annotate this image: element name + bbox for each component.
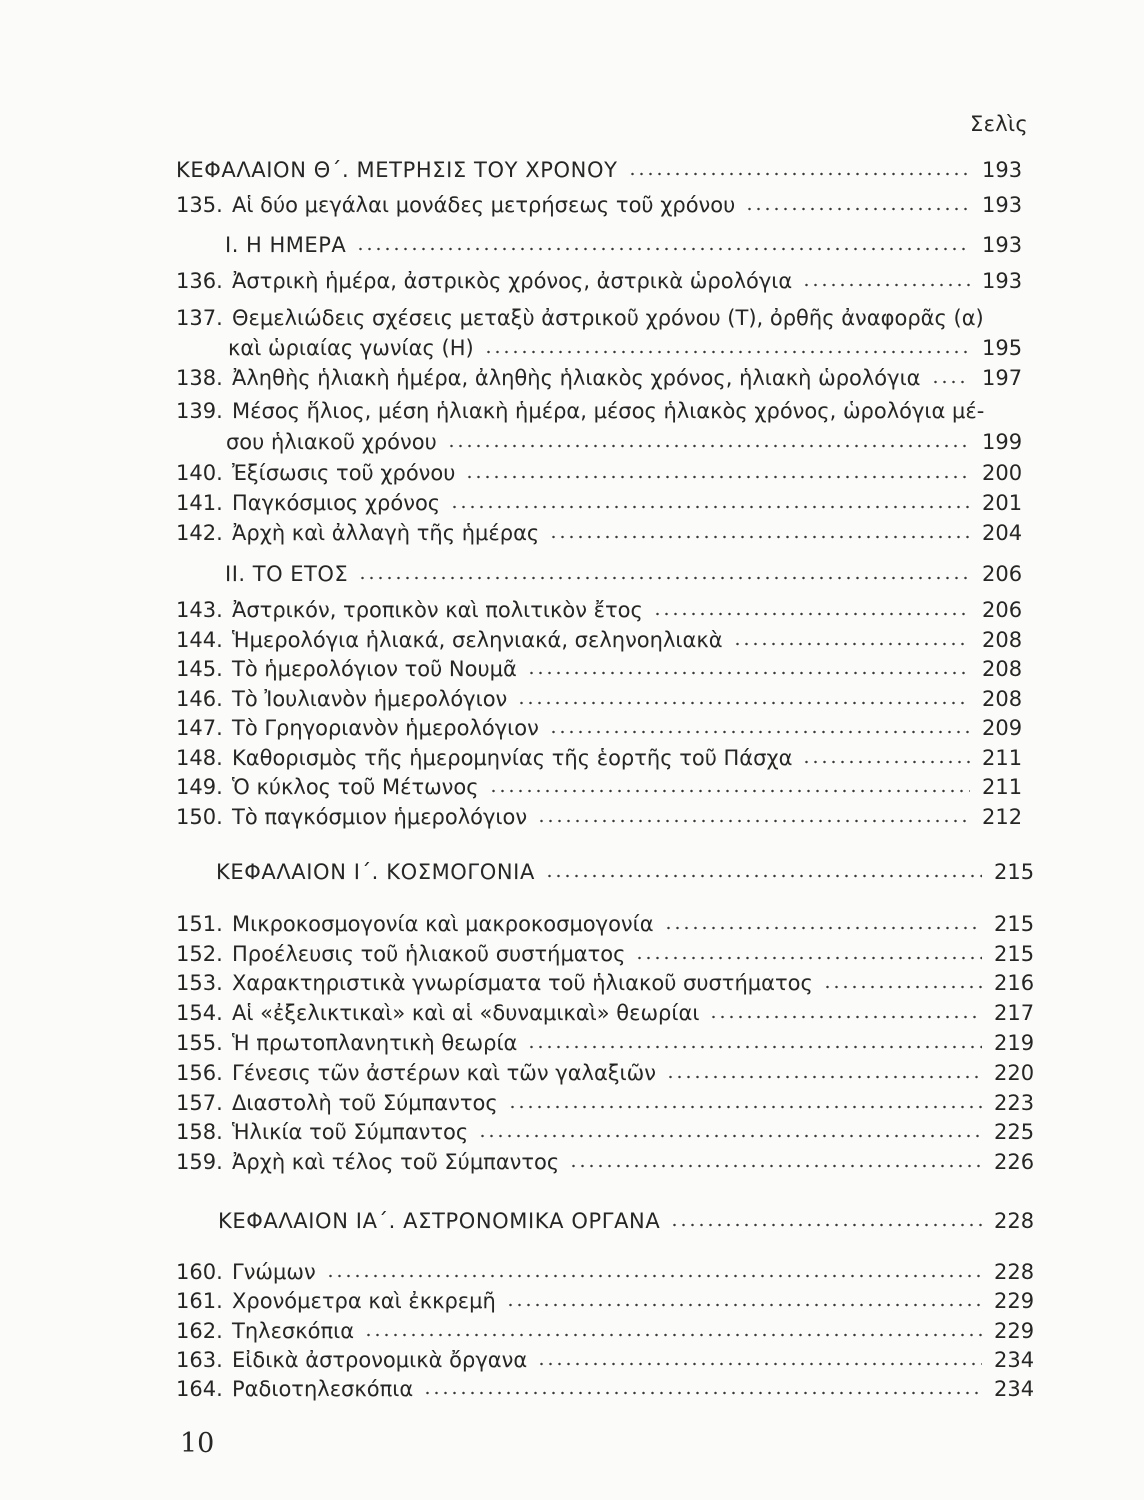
entry-number: 156. [176, 1061, 223, 1085]
entry-title: Ἡλικία τοῦ Σύμπαντος [232, 1120, 469, 1144]
toc-entry [228, 330, 1022, 360]
entry-page: 200 [982, 461, 1023, 485]
chapter-heading [218, 1203, 1034, 1233]
toc-entry [176, 936, 1034, 966]
entry-title: Αἱ «ἐξελικτικαὶ» καὶ αἱ «δυναμικαὶ» θεωρίαι [232, 1001, 700, 1025]
dot-leader [537, 1362, 982, 1366]
dot-leader [569, 1164, 982, 1168]
section-heading [225, 556, 1022, 586]
entry-number: 135. [176, 193, 223, 217]
dot-leader [931, 380, 970, 384]
entry-title: ΙΙ. ΤΟ ΕΤΟΣ [225, 562, 349, 586]
toc-entry [176, 515, 1022, 545]
toc-entry [176, 1114, 1034, 1144]
entry-page: 204 [982, 521, 1023, 545]
entry-title: σου ἡλιακοῦ χρόνου [226, 430, 437, 454]
entry-title: Ἀρχὴ καὶ ἀλλαγὴ τῆς ἡμέρας [232, 521, 540, 545]
entry-title: Ἡ πρωτοπλανητικὴ θεωρία [232, 1031, 518, 1055]
entry-title: Καθορισμὸς τῆς ἡμερομηνίας τῆς ἑορτῆς τοῦ Πάσχα [232, 746, 793, 770]
entry-number: 153. [176, 971, 223, 995]
dot-leader [478, 1134, 982, 1138]
entry-title: ΚΕΦΑΛΑΙΟΝ Θ΄. ΜΕΤΡΗΣΙΣ ΤΟΥ ΧΡΟΝΟΥ [176, 158, 618, 182]
entry-title: Προέλευσις τοῦ ἡλιακοῦ συστήματος [232, 942, 626, 966]
chapter-heading [176, 152, 1022, 182]
entry-number: 146. [176, 687, 223, 711]
entry-page: 208 [982, 628, 1023, 652]
toc-entry [176, 1025, 1034, 1055]
entry-number: 161. [176, 1289, 223, 1313]
dot-leader [465, 475, 970, 479]
entry-page: 195 [982, 336, 1023, 360]
dot-leader [447, 444, 970, 448]
dot-leader [537, 819, 970, 823]
entry-page: 225 [994, 1120, 1035, 1144]
dot-leader [653, 612, 970, 616]
toc-entry [176, 300, 1022, 330]
dot-leader [506, 1303, 982, 1307]
toc-entry [176, 360, 1022, 390]
entry-page: 215 [994, 942, 1035, 966]
entry-page: 212 [982, 805, 1023, 829]
toc-entry [176, 187, 1022, 217]
chapter-heading [216, 854, 1034, 884]
entry-page: 193 [982, 269, 1023, 293]
toc-entry [176, 740, 1022, 770]
toc-entry [176, 965, 1034, 995]
dot-leader [802, 283, 970, 287]
entry-number: 151. [176, 912, 223, 936]
dot-leader [666, 1075, 982, 1079]
toc-entry [176, 651, 1022, 681]
entry-number: 148. [176, 746, 223, 770]
dot-leader [823, 985, 982, 989]
entry-title: Ἀληθὴς ἡλιακὴ ἡμέρα, ἀληθὴς ἡλιακὸς χρόνος, ἡλιακὴ ὡρολόγια [232, 366, 921, 390]
entry-number: 154. [176, 1001, 223, 1025]
dot-leader [628, 172, 970, 176]
toc-entry [176, 263, 1022, 293]
entry-title: Ι. Η ΗΜΕΡΑ [225, 233, 347, 257]
entry-page: 219 [994, 1031, 1035, 1055]
dot-leader [802, 760, 970, 764]
entry-title: Ὁ κύκλος τοῦ Μέτωνος [232, 775, 479, 799]
entry-title: Μέσος ἥλιος, μέση ἡλιακὴ ἡμέρα, μέσος ἡλιακὸς χρόνος, ὡρολόγια μέ- [232, 399, 985, 423]
entry-page: 228 [994, 1260, 1035, 1284]
toc-entry [176, 1254, 1034, 1284]
entry-page: 211 [982, 775, 1023, 799]
toc-entry [176, 906, 1034, 936]
dot-leader [364, 1333, 982, 1337]
dot-leader [423, 1391, 982, 1395]
toc-entry [176, 393, 1022, 423]
toc-entry [226, 424, 1022, 454]
entry-title: Διαστολὴ τοῦ Σύμπαντος [232, 1091, 498, 1115]
dot-leader [745, 207, 970, 211]
entry-title: ΚΕΦΑΛΑΙΟΝ Ι΄. ΚΟΣΜΟΓΟΝΙΑ [216, 860, 535, 884]
dot-leader [545, 874, 982, 878]
dot-leader [358, 576, 970, 580]
entry-page: 209 [982, 716, 1023, 740]
toc-entry [176, 622, 1022, 652]
entry-title: Χρονόμετρα καὶ ἐκκρεμῆ [232, 1289, 496, 1313]
entry-page: 193 [982, 193, 1023, 217]
toc-entry [176, 1342, 1034, 1372]
entry-title: Ἐξίσωσις τοῦ χρόνου [232, 461, 456, 485]
entry-title: Εἰδικὰ ἀστρονομικὰ ὄργανα [232, 1348, 528, 1372]
dot-leader [508, 1105, 982, 1109]
dot-leader [670, 1223, 982, 1227]
entry-number: 155. [176, 1031, 223, 1055]
entry-number: 158. [176, 1120, 223, 1144]
dot-leader [549, 535, 970, 539]
dot-leader [484, 350, 970, 354]
entry-title: Τὸ Γρηγοριανὸν ἡμερολόγιον [232, 716, 539, 740]
entry-number: 150. [176, 805, 223, 829]
entry-number: 164. [176, 1377, 223, 1401]
entry-number: 147. [176, 716, 223, 740]
dot-leader [450, 505, 970, 509]
entry-number: 163. [176, 1348, 223, 1372]
dot-leader [549, 730, 970, 734]
entry-title: Αἱ δύο μεγάλαι μονάδες μετρήσεως τοῦ χρόνου [232, 193, 736, 217]
dot-leader [527, 1045, 982, 1049]
dot-leader [517, 701, 970, 705]
entry-title: Γνώμων [232, 1260, 316, 1284]
entry-title: Ἀστρικόν, τροπικὸν καὶ πολιτικὸν ἔτος [232, 598, 643, 622]
toc-entry [176, 710, 1022, 740]
entry-page: 215 [994, 912, 1035, 936]
entry-page: 208 [982, 657, 1023, 681]
toc-entry [176, 1313, 1034, 1343]
entry-page: 197 [982, 366, 1023, 390]
entry-title: Ραδιοτηλεσκόπια [232, 1377, 414, 1401]
entry-page: 206 [982, 562, 1023, 586]
entry-page: 193 [982, 158, 1023, 182]
entry-number: 149. [176, 775, 223, 799]
page-number: 10 [180, 1428, 215, 1459]
toc-entry [176, 1055, 1034, 1085]
toc-entry [176, 769, 1022, 799]
entry-page: 208 [982, 687, 1023, 711]
toc-entry [176, 1283, 1034, 1313]
entry-number: 152. [176, 942, 223, 966]
entry-number: 136. [176, 269, 223, 293]
toc-entry [176, 455, 1022, 485]
entry-page: 229 [994, 1319, 1035, 1343]
entry-title: Γένεσις τῶν ἀστέρων καὶ τῶν γαλαξιῶν [232, 1061, 656, 1085]
entry-number: 141. [176, 491, 223, 515]
entry-title: Ἀστρικὴ ἡμέρα, ἀστρικὸς χρόνος, ἀστρικὰ ὡρολόγια [232, 269, 793, 293]
entry-title: Τὸ ἡμερολόγιον τοῦ Νουμᾶ [232, 657, 517, 681]
entry-number: 139. [176, 399, 223, 423]
toc-entry [176, 485, 1022, 515]
entry-page: 229 [994, 1289, 1035, 1313]
entry-page: 199 [982, 430, 1023, 454]
entry-number: 142. [176, 521, 223, 545]
entry-page: 226 [994, 1150, 1035, 1174]
dot-leader [489, 789, 970, 793]
entry-title: Τηλεσκόπια [232, 1319, 355, 1343]
entry-number: 143. [176, 598, 223, 622]
entry-page: 220 [994, 1061, 1035, 1085]
entry-title: Μικροκοσμογονία καὶ μακροκοσμογονία [232, 912, 654, 936]
entry-title: Θεμελιώδεις σχέσεις μεταξὺ ἀστρικοῦ χρόνου (Τ), ὀρθῆς ἀναφορᾶς (α) [232, 306, 984, 330]
entry-page: 217 [994, 1001, 1035, 1025]
entry-title: καὶ ὡριαίας γωνίας (Η) [228, 336, 474, 360]
entry-page: 234 [994, 1377, 1035, 1401]
toc-entry [176, 995, 1034, 1025]
entry-page: 216 [994, 971, 1035, 995]
entry-page: 234 [994, 1348, 1035, 1372]
entry-title: ΚΕΦΑΛΑΙΟΝ ΙΑ΄. ΑΣΤΡΟΝΟΜΙΚΑ ΟΡΓΑΝΑ [218, 1209, 661, 1233]
dot-leader [664, 926, 982, 930]
entry-page: 201 [982, 491, 1023, 515]
entry-number: 140. [176, 461, 223, 485]
entry-page: 223 [994, 1091, 1035, 1115]
entry-number: 160. [176, 1260, 223, 1284]
toc-entry [176, 592, 1022, 622]
toc-entry [176, 1371, 1034, 1401]
toc-entry [176, 681, 1022, 711]
entry-title: Ἡμερολόγια ἡλιακά, σεληνιακά, σεληνοηλιακὰ [232, 628, 723, 652]
toc-entry [176, 1144, 1034, 1174]
entry-number: 145. [176, 657, 223, 681]
entry-page: 211 [982, 746, 1023, 770]
entry-number: 159. [176, 1150, 223, 1174]
entry-title: Τὸ παγκόσμιον ἡμερολόγιον [232, 805, 528, 829]
entry-number: 137. [176, 306, 223, 330]
entry-title: Παγκόσμιος χρόνος [232, 491, 441, 515]
dot-leader [635, 956, 982, 960]
entry-page: 193 [982, 233, 1023, 257]
dot-leader [733, 642, 970, 646]
entry-page: 228 [994, 1209, 1035, 1233]
page-column-label: Σελὶς [970, 112, 1028, 136]
dot-leader [326, 1274, 982, 1278]
entry-number: 144. [176, 628, 223, 652]
entry-number: 162. [176, 1319, 223, 1343]
entry-number: 138. [176, 366, 223, 390]
section-heading [225, 227, 1022, 257]
dot-leader [527, 671, 970, 675]
toc-entry [176, 1085, 1034, 1115]
dot-leader [709, 1015, 982, 1019]
entry-page: 215 [994, 860, 1035, 884]
entry-title: Χαρακτηριστικὰ γνωρίσματα τοῦ ἡλιακοῦ συστήματος [232, 971, 813, 995]
dot-leader [356, 247, 970, 251]
toc-entry [176, 799, 1022, 829]
entry-page: 206 [982, 598, 1023, 622]
entry-title: Τὸ Ἰουλιανὸν ἡμερολόγιον [232, 687, 508, 711]
entry-number: 157. [176, 1091, 223, 1115]
entry-title: Ἀρχὴ καὶ τέλος τοῦ Σύμπαντος [232, 1150, 560, 1174]
